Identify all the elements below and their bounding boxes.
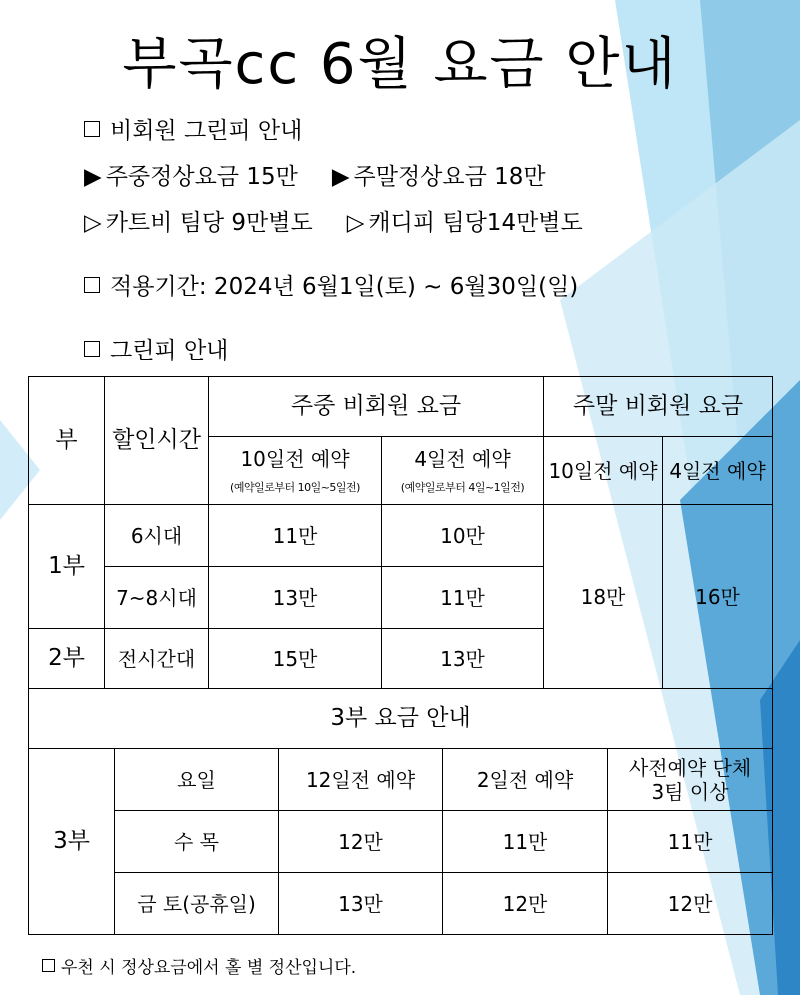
weekday-10day-header: 10일전 예약 (예약일로부터 10일~5일전)	[209, 437, 382, 505]
weekend-normal-fee: 주말정상요금 18만	[353, 164, 546, 190]
table-cell: 6시대	[105, 505, 209, 567]
rain-note: 우천 시 정상요금에서 홀 별 정산입니다.	[42, 953, 356, 978]
part3-table	[28, 688, 773, 935]
weekday-10day-note: (예약일로부터 10일~5일전)	[230, 480, 360, 494]
part2-label: 2부	[29, 629, 105, 689]
outline-triangle-icon: ▷	[84, 210, 102, 236]
weekend-4day-header: 4일전 예약	[663, 437, 773, 505]
outline-triangle-icon: ▷	[346, 210, 365, 236]
cart-fee: 카트비 팀당 9만별도	[105, 210, 313, 236]
table-cell: 13만	[209, 567, 382, 629]
table-cell: 수 목	[115, 811, 279, 873]
greenfee-table	[28, 376, 773, 689]
weekday-4day-header: 4일전 예약 (예약일로부터 4일~1일전)	[382, 437, 544, 505]
table-cell: 11만	[443, 811, 608, 873]
filled-triangle-icon: ▶	[331, 164, 350, 190]
group-header: 사전예약 단체 3팀 이상	[608, 749, 773, 811]
part3-label: 3부	[29, 749, 115, 935]
greenfee-heading: 그린피 안내	[84, 332, 228, 365]
table-cell: 12만	[608, 873, 773, 935]
table-cell: 15만	[209, 629, 382, 689]
page-title: 부곡cc 6월 요금 안내	[122, 32, 678, 97]
weekday-normal-fee: 주중정상요금 15만	[105, 164, 298, 190]
caddie-fee: 캐디피 팀당14만별도	[368, 210, 583, 236]
table-cell: 13만	[382, 629, 544, 689]
weekday-4day-note: (예약일로부터 4일~1일전)	[400, 480, 525, 494]
table-cell: 10만	[382, 505, 544, 567]
table-cell: 12만	[279, 811, 443, 873]
weekend-10day-header: 10일전 예약	[544, 437, 663, 505]
table-cell: 금 토(공휴일)	[115, 873, 279, 935]
weekend-header: 주말 비회원 요금	[544, 377, 773, 437]
nonmember-greenfee-heading: 비회원 그린피 안내	[84, 112, 302, 145]
extra-fee-line	[84, 204, 583, 237]
table-cell: 12만	[443, 873, 608, 935]
table-cell: 전시간대	[105, 629, 209, 689]
2day-header: 2일전 예약	[443, 749, 608, 811]
weekday-header: 주중 비회원 요금	[209, 377, 544, 437]
weekend-10day-price: 18만	[544, 505, 663, 689]
weekend-4day-price: 16만	[663, 505, 773, 689]
table-cell: 11만	[209, 505, 382, 567]
day-header: 요일	[115, 749, 279, 811]
part3-header: 3부 요금 안내	[29, 689, 773, 749]
12day-header: 12일전 예약	[279, 749, 443, 811]
part1-label: 1부	[29, 505, 105, 629]
square-bullet-icon	[42, 959, 55, 972]
table-cell: 11만	[608, 811, 773, 873]
table-cell: 11만	[382, 567, 544, 629]
part-header: 부	[29, 377, 105, 505]
table-cell: 7~8시대	[105, 567, 209, 629]
period-line: 적용기간: 2024년 6월1일(토) ~ 6월30일(일)	[84, 268, 578, 301]
filled-triangle-icon: ▶	[84, 164, 102, 190]
square-bullet-icon	[84, 121, 100, 137]
square-bullet-icon	[84, 341, 100, 357]
normal-fee-line	[84, 158, 546, 191]
time-header: 할인시간	[105, 377, 209, 505]
table-cell: 13만	[279, 873, 443, 935]
square-bullet-icon	[84, 277, 100, 293]
